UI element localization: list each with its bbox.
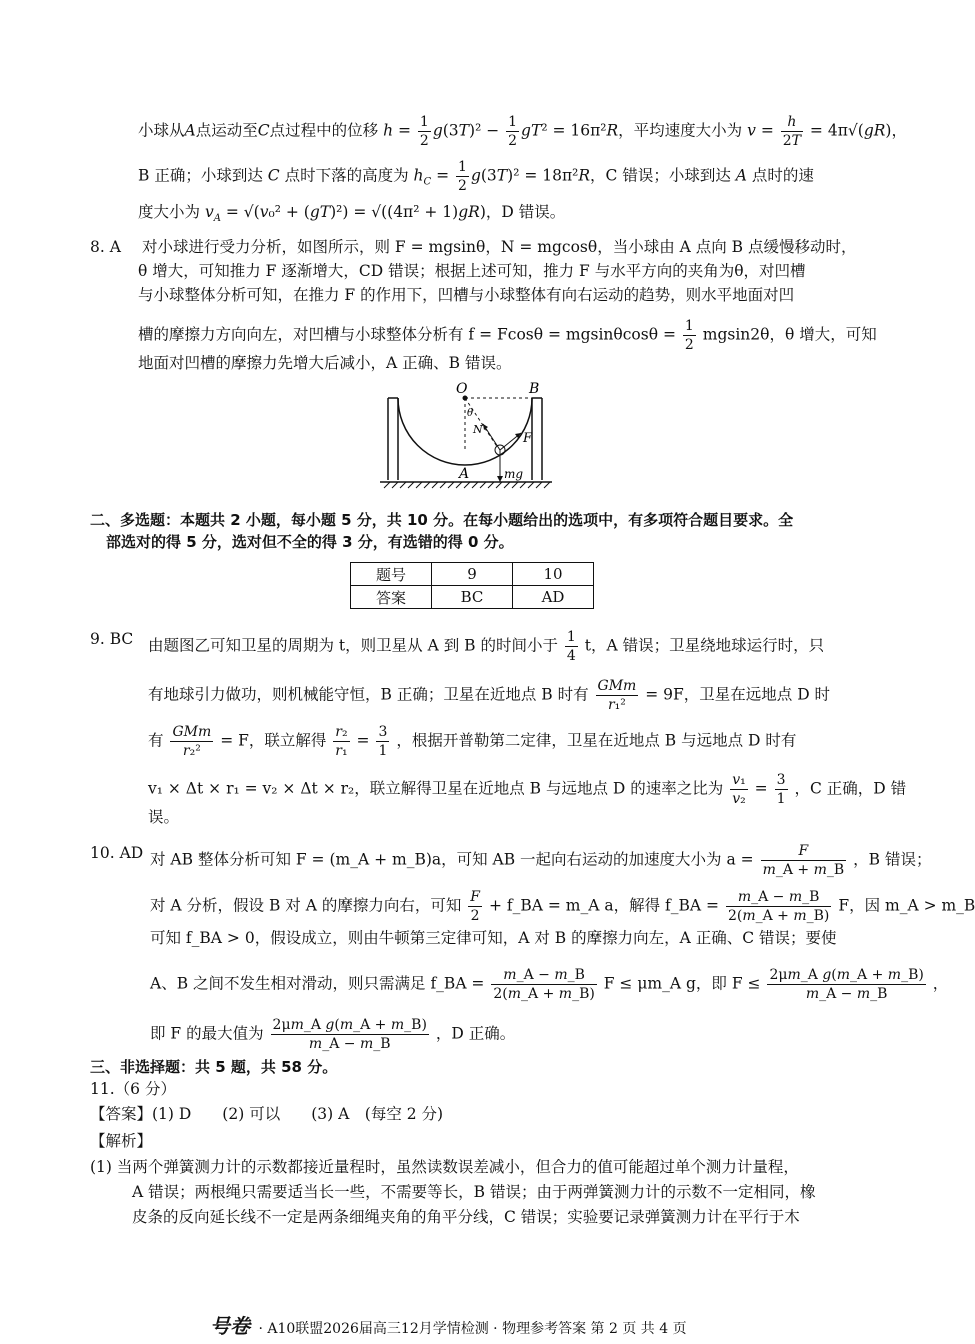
- section-3-title: 三、非选择题：共 5 题，共 58 分。: [90, 1058, 338, 1076]
- q10-line-5: 即 F 的最大值为 $\frac{\text{2μm\_A g(m\_A + m\_B)}}{m\_A - m\_B}$ ，D 正确。: [150, 1017, 516, 1052]
- answer-table: [350, 562, 594, 609]
- ground-hatch: [380, 482, 552, 488]
- label-o: O: [456, 381, 468, 397]
- q8-line-2: θ 增大，可知推力 F 逐渐增大，CD 错误；根据上述可知，推力 F 与水平方向的夹角为θ，对凹槽: [138, 262, 806, 280]
- table-cell: 题号: [351, 563, 432, 586]
- label-f: F: [523, 431, 533, 446]
- table-cell: 答案: [351, 586, 432, 609]
- q9-line-3: 有 $\frac{\text{GMm}}{\text{r₂²}}$ = F，联立解得 $\frac{\text{r₂}}{\text{r₁}}$ = $\frac{3}{1}$ ，根据开普勒第二定律，卫星在近地点 B 与远地点 D 时有: [148, 724, 797, 759]
- q9-line-1: 由题图乙可知卫星的周期为 t，则卫星从 A 到 B 的时间小于 $\frac{1}{4}$ t，A 错误；卫星绕地球运行时，只: [148, 629, 825, 664]
- table-row: [351, 586, 594, 609]
- label-theta: θ: [467, 408, 474, 419]
- table-cell: 10: [513, 563, 594, 586]
- q10-line-1: 对 AB 整体分析可知 F = (m_A + m_B)a，可知 AB 一起向右运动的加速度大小为 a = $\frac{F}{m\_A + m\_B}$ ，B 错误；: [150, 843, 932, 878]
- label-a: A: [459, 466, 470, 482]
- q8-line-4: 槽的摩擦力方向向左，对凹槽与小球整体分析有 f = Fcosθ = mgsinθcosθ = $\frac{1}{2}$ mgsin2θ，θ 增大，可知: [138, 318, 877, 353]
- q10-line-2: 对 A 分析，假设 B 对 A 的摩擦力向右，可知 $\frac{F}{2}$ + f_BA = m_A a，解得 f_BA = $\frac{m\_A - m\_B}{2(m\_A + m\_B)}$ F，因 m_A > m_B: [150, 889, 975, 924]
- q9-line-5: 误。: [148, 808, 180, 826]
- q10-line-3: 可知 f_BA > 0，假设成立，则由牛顿第三定律可知，A 对 B 的摩擦力向左，A 正确、C 错误；要使: [150, 929, 837, 947]
- q10-line-4: A、B 之间不发生相对滑动，则只需满足 f_BA = $\frac{m\_A - m\_B}{2(m\_A + m\_B)}$ F ≤ μm_A g，即 F ≤ $\frac{\text{2μm\_A g(m\_A + m\_B)}}{m\_A - m\_B}$ ，: [150, 967, 949, 1002]
- q9-line-2: 有地球引力做功，则机械能守恒，B 正确；卫星在近地点 B 时有 $\frac{\text{GMm}}{\text{r₁²}}$ = 9F，卫星在远地点 D 时: [148, 678, 831, 713]
- q8-line-1: 对小球进行受力分析，如图所示，则 F = mgsinθ，N = mgcosθ，当小球由 A 点向 B 点缓慢移动时，: [142, 238, 857, 256]
- footer-logo: 号卷: [210, 1314, 250, 1338]
- label-mg: mg: [504, 467, 524, 481]
- q8-line-5: 地面对凹槽的摩擦力先增大后减小，A 正确、B 错误。: [138, 354, 512, 372]
- section-2-subtitle: 部选对的得 5 分，选对但不全的得 3 分，有选错的得 0 分。: [106, 533, 514, 551]
- table-cell: 9: [432, 563, 513, 586]
- q7-line-3: 度大小为 $v_A = √(v_0^2 + (gT)^2) = √((4\pi^2 + 1)gR)$，D 错误。: [138, 203, 566, 225]
- q7-line-1: 小球从A点运动至C点过程中的位移 h = $\frac{1}{2}$ g(3T)² − $\frac{1}{2}$ gT² = 16π²R，平均速度大小为 v = $\frac{h}{2T}$ = 4π√(gR)，: [138, 114, 907, 149]
- q10-number: 10. AD: [90, 844, 144, 862]
- page-footer: [210, 1310, 687, 1339]
- q8-number: 8. A: [90, 238, 121, 256]
- table-cell: AD: [513, 586, 594, 609]
- q8-line-3: 与小球整体分析可知，在推力 F 的作用下，凹槽与小球整体有向右运动的趋势，则水平地面对凹: [138, 286, 795, 304]
- q11-title: 11.（6 分）: [90, 1080, 176, 1098]
- label-b: B: [529, 381, 540, 397]
- q11-line-3: 皮条的反向延长线不一定是两条细绳夹角的角平分线，C 错误；实验要记录弹簧测力计在平行于木: [132, 1208, 800, 1226]
- q9-number: 9. BC: [90, 630, 134, 648]
- groove-force-diagram: [378, 378, 558, 494]
- q11-analysis-heading: 【解析】: [90, 1132, 153, 1150]
- section-2-title: 二、多选题：本题共 2 小题，每小题 5 分，共 10 分。在每小题给出的选项中，有多项符合题目要求。全: [90, 511, 794, 529]
- q9-line-4: v₁ × Δt × r₁ = v₂ × Δt × r₂，联立解得卫星在近地点 B 与远地点 D 的速率之比为 $\frac{\text{v₁}}{\text{v₂}}$ = $\frac{3}{1}$ ，C 正确，D 错: [148, 772, 907, 807]
- q11-line-2: A 错误；两根绳只需要适当长一些，不需要等长，B 错误；由于两弹簧测力计的示数不一定相同，橡: [132, 1183, 816, 1201]
- table-row: [351, 563, 594, 586]
- q7-line-2: B 正确；小球到达 C 点时下落的高度为 $h_C$ = $\frac{1}{2}$ g(3T)² = 18π²R，C 错误；小球到达 A 点时的速: [138, 159, 814, 194]
- footer-text: · A10联盟2026届高三12月学情检测 · 物理参考答案 第 2 页 共 4 页: [258, 1321, 687, 1337]
- q11-line-1: (1) 当两个弹簧测力计的示数都接近量程时，虽然读数误差减小，但合力的值可能超过单个测力计量程，: [90, 1158, 799, 1176]
- q11-answer: 【答案】(1) D (2) 可以 (3) A (每空 2 分): [90, 1105, 444, 1123]
- label-n: N: [473, 423, 483, 436]
- table-cell: BC: [432, 586, 513, 609]
